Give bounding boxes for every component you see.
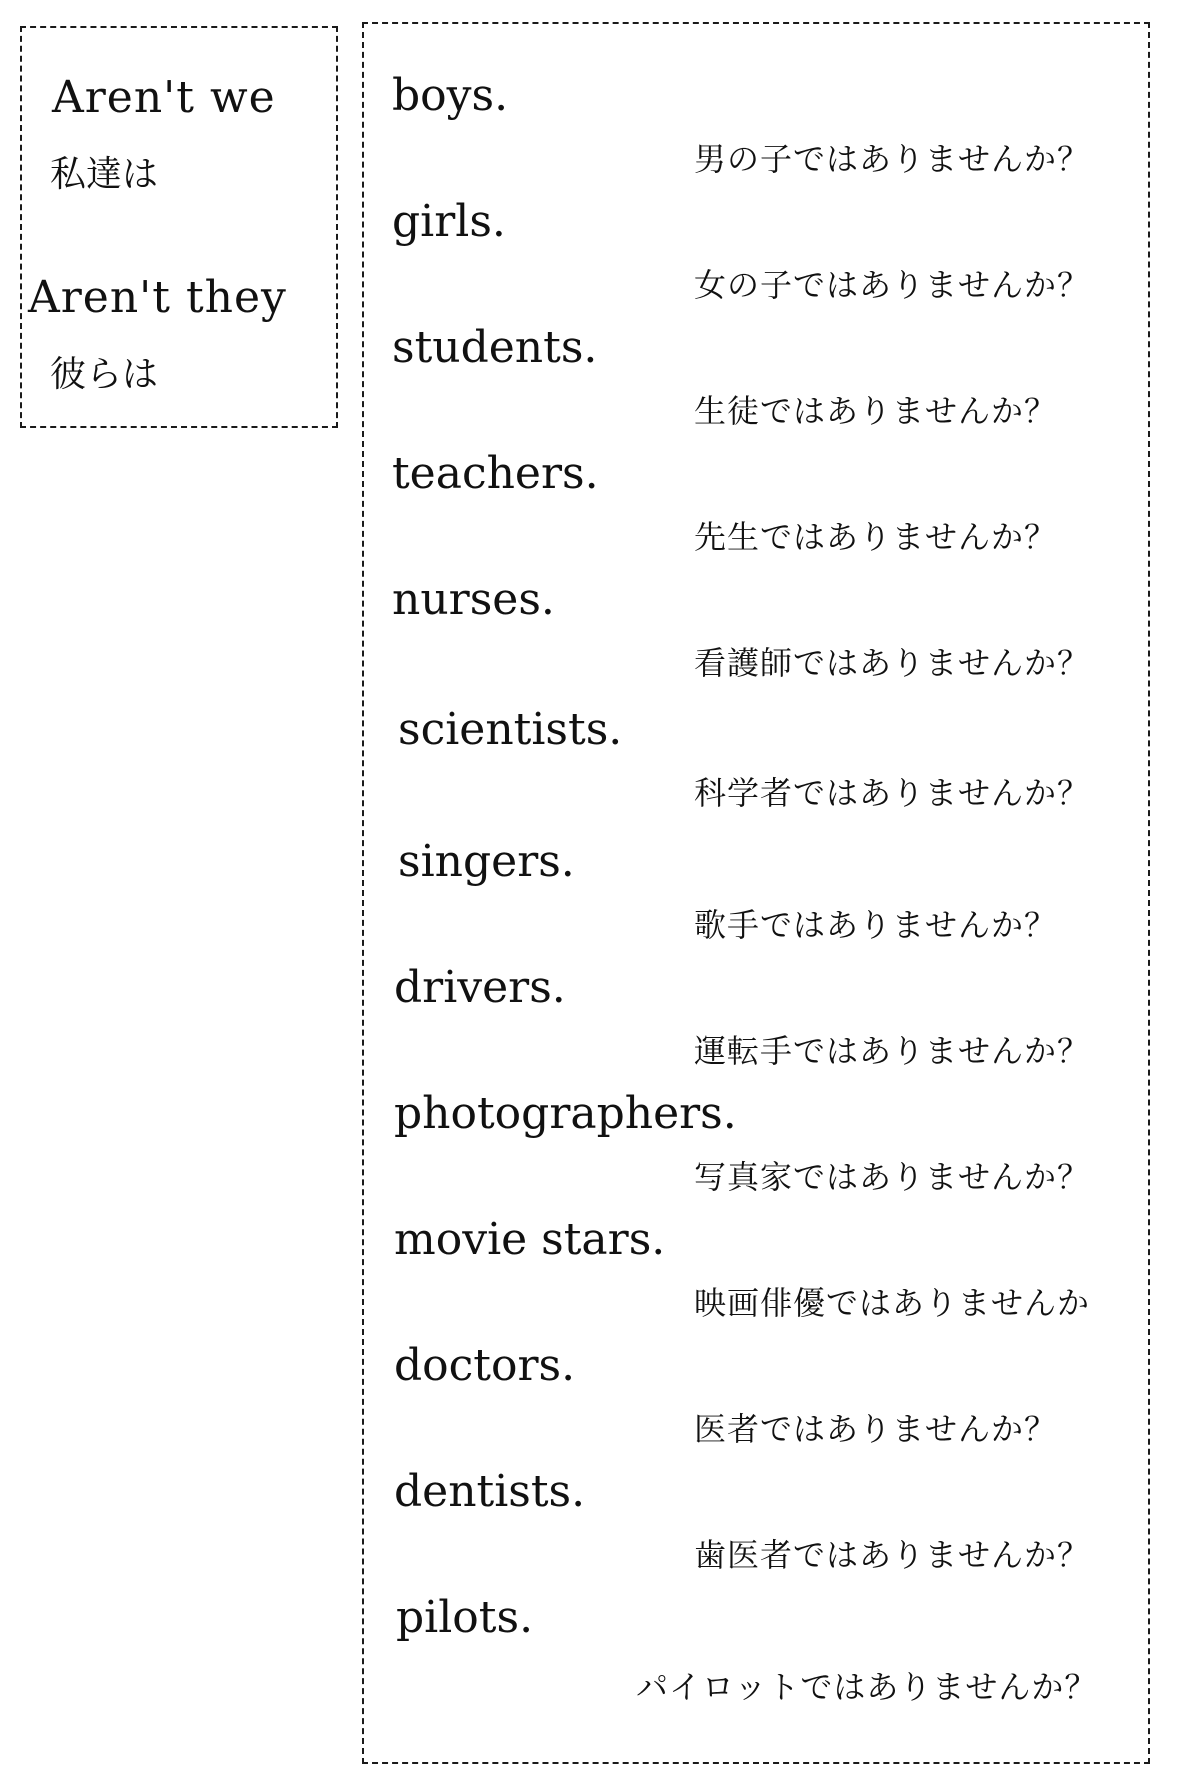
subject-box	[20, 26, 338, 428]
subject-aren-t-they: Aren't they	[28, 272, 287, 323]
list-item	[364, 836, 1148, 962]
japanese-translation: 生徒ではありませんか？	[694, 392, 1058, 430]
english-noun: pilots.	[396, 1592, 534, 1643]
japanese-translation: 歯医者ではありませんか？	[694, 1536, 1091, 1574]
list-item	[364, 1214, 1148, 1340]
japanese-translation: 医者ではありませんか？	[694, 1410, 1058, 1448]
english-noun: movie stars.	[394, 1214, 666, 1265]
japanese-translation: 先生ではありませんか？	[694, 518, 1058, 556]
subject-they-japanese: 彼らは	[50, 354, 159, 395]
english-noun: photographers.	[394, 1088, 737, 1139]
english-noun: boys.	[392, 70, 509, 121]
list-item	[364, 574, 1148, 700]
list-item	[364, 1466, 1148, 1592]
english-noun: scientists.	[398, 704, 623, 755]
list-item	[364, 196, 1148, 322]
list-item	[364, 448, 1148, 574]
japanese-translation: 女の子ではありませんか？	[694, 266, 1091, 304]
japanese-translation: 男の子ではありませんか？	[694, 140, 1091, 178]
list-item	[364, 70, 1148, 196]
list-item	[364, 704, 1148, 830]
subject-aren-t-we: Aren't we	[52, 72, 276, 123]
english-noun: doctors.	[394, 1340, 576, 1391]
japanese-translation: 映画俳優ではありませんか	[694, 1284, 1091, 1322]
subject-we-japanese: 私達は	[50, 154, 159, 195]
english-noun: nurses.	[392, 574, 555, 625]
japanese-translation: 科学者ではありませんか？	[694, 774, 1091, 812]
english-noun: girls.	[392, 196, 506, 247]
list-item	[364, 1592, 1148, 1718]
japanese-translation: 看護師ではありませんか？	[694, 644, 1091, 682]
english-noun: singers.	[398, 836, 575, 887]
english-noun: drivers.	[394, 962, 566, 1013]
list-item	[364, 1340, 1148, 1466]
english-noun: students.	[392, 322, 598, 373]
list-item	[364, 322, 1148, 448]
list-item	[364, 962, 1148, 1088]
english-noun: dentists.	[394, 1466, 586, 1517]
noun-list-box	[362, 22, 1150, 1764]
japanese-translation: 写真家ではありませんか？	[694, 1158, 1091, 1196]
list-item	[364, 1088, 1148, 1214]
japanese-translation: 歌手ではありませんか？	[694, 906, 1058, 944]
english-noun: teachers.	[392, 448, 599, 499]
japanese-translation: 運転手ではありませんか？	[694, 1032, 1091, 1070]
japanese-translation: パイロットではありませんか？	[636, 1668, 1098, 1706]
